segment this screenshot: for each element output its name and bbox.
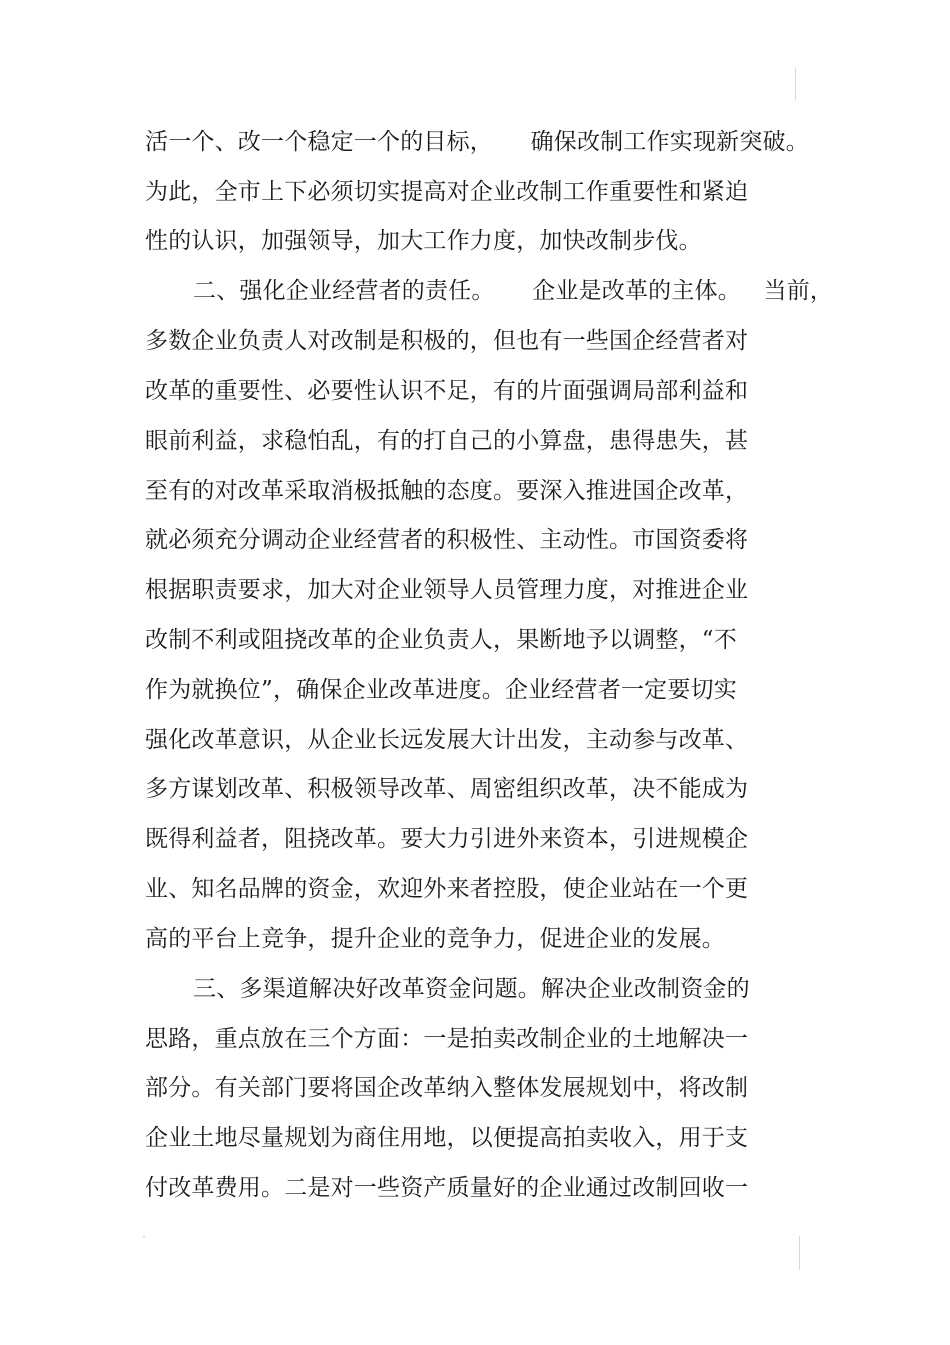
text-line-18: 三、多渠道解决好改革资金问题。解决企业改制资金的 <box>193 976 750 1002</box>
page-edge-dot <box>143 1236 145 1238</box>
text-line-14: 多方谋划改革、积极领导改革、周密组织改革，决不能成为 <box>145 776 749 802</box>
text-line-10: 根据职责要求，加大对企业领导人员管理力度，对推进企业 <box>145 577 749 603</box>
text-line-5: 多数企业负责人对改制是积极的，但也有一些国企经营者对 <box>145 328 749 354</box>
text-line-19: 思路，重点放在三个方面：一是拍卖改制企业的土地解决一 <box>145 1026 749 1052</box>
text-line-11: 改制不利或阻挠改革的企业负责人，果断地予以调整，“不 <box>145 627 737 653</box>
text-line-12: 作为就换位”，确保企业改革进度。企业经营者一定要切实 <box>145 677 737 703</box>
page-edge-mark-bottom <box>799 1236 800 1270</box>
text-line-16: 业、知名品牌的资金，欢迎外来者控股，使企业站在一个更 <box>145 876 749 902</box>
text-line-3: 性的认识，加强领导，加大工作力度，加快改制步伐。 <box>145 228 702 254</box>
text-line-20: 部分。有关部门要将国企改革纳入整体发展规划中，将改制 <box>145 1075 749 1101</box>
text-line-22: 付改革费用。二是对一些资产质量好的企业通过改制回收一 <box>145 1175 749 1201</box>
text-line-17: 高的平台上竞争，提升企业的竞争力，促进企业的发展。 <box>145 926 725 952</box>
page-edge-mark-top <box>795 68 796 100</box>
text-line-8: 至有的对改革采取消极抵触的态度。要深入推进国企改革， <box>145 478 749 504</box>
text-line-13: 强化改革意识，从企业长远发展大计出发，主动参与改革、 <box>145 727 749 753</box>
text-line-15: 既得利益者，阻挠改革。要大力引进外来资本，引进规模企 <box>145 826 749 852</box>
text-line-4: 二、强化企业经营者的责任。 企业是改革的主体。 当前， <box>193 278 834 304</box>
text-line-2: 为此，全市上下必须切实提高对企业改制工作重要性和紧迫 <box>145 179 749 205</box>
text-line-6: 改革的重要性、必要性认识不足，有的片面强调局部利益和 <box>145 378 749 404</box>
text-line-21: 企业土地尽量规划为商住用地，以便提高拍卖收入，用于支 <box>145 1125 749 1151</box>
text-line-1: 活一个、改一个稳定一个的目标， 确保改制工作实现新突破。 <box>145 129 809 155</box>
text-line-7: 眼前利益，求稳怕乱，有的打自己的小算盘，患得患失，甚 <box>145 428 749 454</box>
text-line-9: 就必须充分调动企业经营者的积极性、主动性。市国资委将 <box>145 527 749 553</box>
